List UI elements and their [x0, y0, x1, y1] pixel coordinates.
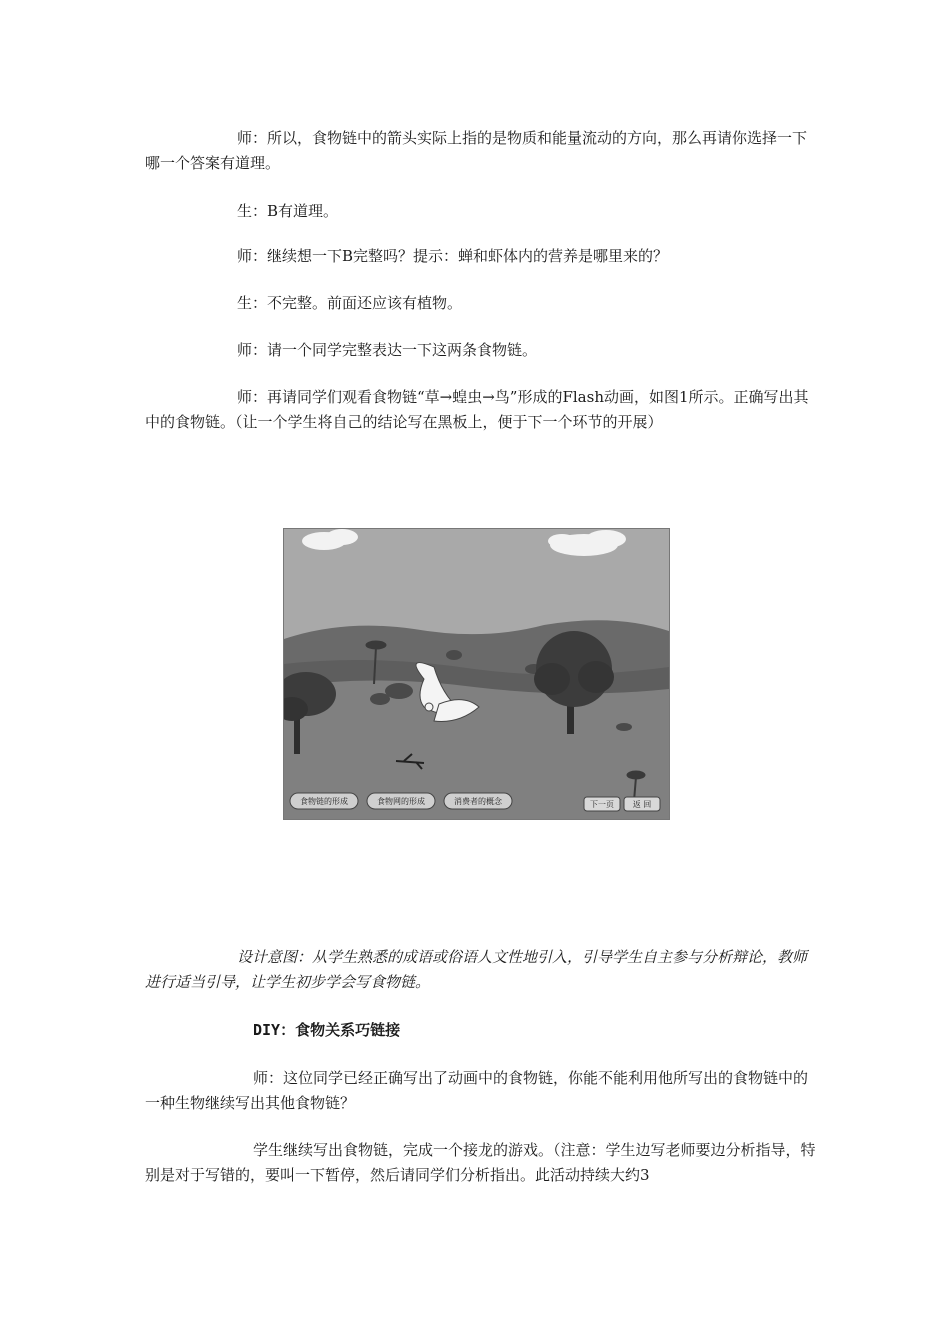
paragraph-teacher-request: 师：请一个同学完整表达一下这两条食物链。 — [237, 341, 538, 359]
paragraph-student-b: 生：B有道理。 — [237, 202, 339, 220]
consumer-concept-button[interactable] — [444, 793, 512, 809]
paragraph-teacher-continue: 师：这位同学已经正确写出了动画中的食物链，你能不能利用他所写出的食物链中的一种生物继续写出其他食物链？ — [145, 1069, 809, 1112]
food-web-formation-button[interactable] — [367, 793, 435, 809]
food-chain-formation-button[interactable] — [290, 793, 358, 809]
section-heading-diy: DIY：食物关系巧链接 — [253, 1021, 401, 1039]
design-intent-paragraph: 设计意图：从学生熟悉的成语或俗语人文性地引入，引导学生自主参与分析辩论，教师进行适当引导，让学生初步学会写食物链。 — [145, 948, 808, 991]
svg-text:食物网的形成: 食物网的形成 — [377, 797, 425, 806]
paragraph-teacher-flash: 师：再请同学们观看食物链“草→蝗虫→鸟”形成的Flash动画，如图1所示。正确写出其中的食物链。（让一个学生将自己的结论写在黑板上，便于下一个环节的开展） — [145, 388, 809, 431]
svg-text:消费者的概念: 消费者的概念 — [454, 797, 502, 806]
paragraph-student-incomplete: 生：不完整。前面还应该有植物。 — [237, 294, 463, 312]
svg-text:食物链的形成: 食物链的形成 — [300, 797, 348, 806]
paragraph-student-game: 学生继续写出食物链，完成一个接龙的游戏。（注意：学生边写老师要边分析指导，特别是对于写错的，要叫一下暂停，然后请同学们分析指出。此活动持续大约3 — [145, 1141, 816, 1184]
return-button[interactable] — [624, 797, 660, 811]
paragraph-teacher-arrow: 师：所以，食物链中的箭头实际上指的是物质和能量流动的方向，那么再请你选择一下哪一个答案有道理。 — [145, 129, 808, 172]
next-page-button[interactable] — [584, 797, 620, 811]
flash-animation-figure — [283, 528, 670, 820]
svg-text:返 回: 返 回 — [632, 800, 652, 809]
paragraph-teacher-hint: 师：继续想一下B完整吗？提示：蝉和虾体内的营养是哪里来的？ — [237, 247, 669, 265]
svg-text:下一页: 下一页 — [590, 800, 614, 809]
